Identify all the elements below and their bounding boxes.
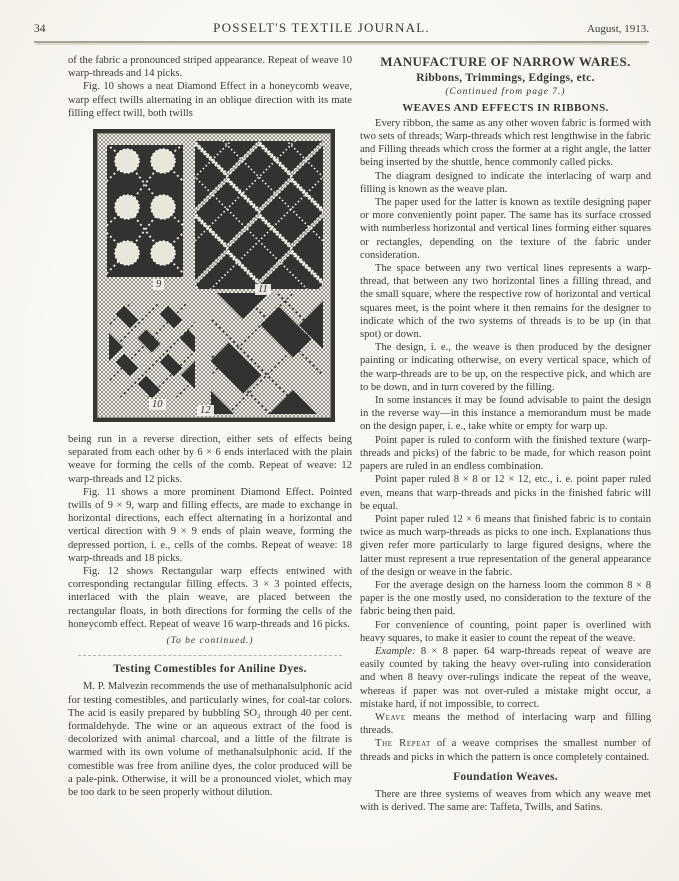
paragraph: In some instances it may be found advisable to paint the design in the reverse way—in this instance a memorandum must be made on the design paper, i. e., take white or empty for warp up. [360,395,651,433]
paragraph: Point paper ruled 8 × 8 or 12 × 12, etc., i. e. point paper ruled even, means that warp-threads and picks in the finished fabric will be equal. [360,474,651,512]
page-header [34,20,649,43]
left-body-paragraphs [68,433,352,631]
article-title: MANUFACTURE OF NARROW WARES. [380,54,631,69]
figure-panel-10 [109,303,195,397]
right-body-paragraphs [360,117,651,764]
foundation-weaves-title: Foundation Weaves. [453,770,558,783]
figure-panel-9 [107,145,183,277]
weave-draft-figure [93,129,335,422]
paragraph: The paper used for the latter is known as textile designing paper or more conveniently point paper. The same has its surface crossed with numberless horizontal and vertical lines forming either squares or rectangles, depending on the texture of the fabric under consideration. [360,197,651,261]
paragraph: Example: 8 × 8 paper. 64 warp-threads repeat of weave are easily counted by taking the heavy over-ruling into consideration and when 8 heavy over-rulings indicate the repeat of the weave, whereas if paper was not over-ruled a mistake might occur, a mistake hard, if not impossible, to correct. [360,645,651,710]
figure-panel-11 [195,141,323,289]
page-number: 34 [34,23,46,35]
paragraph: Fig. 11 shows a more prominent Diamond Effect. Pointed twills of 9 × 9, warp and filling effects, are made to exchange in horizontal directions, each effect alternating in a horizontal and vertical direction with 9 × 9 ends of plain weave, forming the depressed portion, i. e., cells of the combs. Repeat of weave: 18 warp-threads and 18 picks. [68,486,352,564]
two-column-body [68,54,651,814]
figure-label-11: 11 [255,284,271,295]
paragraph: Fig. 12 shows Rectangular warp effects entwined with corresponding rectangular filling effects. 3 × 3 pointed effects, interlaced with the plain weave, are placed between the rectangular floats, in both directions for forming the cells of the honeycomb effect. Repeat of weave 16 warp-threads and 16 picks. [68,566,352,630]
journal-title: POSSELT'S TEXTILE JOURNAL. [213,20,430,35]
foundation-paragraphs [360,788,651,814]
left-column [68,54,352,814]
right-column [360,54,651,814]
left-intro-paragraphs [68,54,352,120]
paragraph-lead: Weave [375,711,406,723]
paragraph: The space between any two vertical lines represents a warp-thread, that between any two horizontal lines a filling thread, and the small square, where the respective row of horizontal and vertical squares meet, is the point where it then remains for the designer to indicate which of the two systems of threads is to be up (in that spot) or down. [360,263,651,341]
paragraph: The diagram designed to indicate the interlacing of warp and filling is known as the weave plan. [360,170,651,195]
paragraph: There are three systems of weaves from which any weave met with is derived. The same are: Taffeta, Twills, and Satins. [360,788,651,814]
aniline-paragraphs [68,680,352,799]
paragraph: For convenience of counting, point paper is overlined with heavy squares, to make it easier to count the repeat of the weave. [360,619,651,644]
paragraph: Point paper is ruled to conform with the finished texture (warp-threads and picks) of the fabric to be made, for which reason point papers are ruled in an endless combination. [360,434,651,473]
figure-label-12: 12 [197,405,214,416]
paragraph-lead: Example: [375,645,416,657]
paragraph: Every ribbon, the same as any other woven fabric is formed with two sets of threads; Warp-threads which rest lengthwise in the fabric and Filling threads which cross the former at a right angle, the latter being inserted by the shuttle, hence commonly called picks. [360,117,651,169]
issue-date: August, 1913. [586,23,649,35]
continuation-note: (Continued from page 7.) [445,87,566,98]
paragraph: For the average design on the harness loom the common 8 × 8 paper is the one mostly used, no consideration to the texture of the fabric being then paid. [360,579,651,618]
paragraph: Point paper ruled 12 × 6 means that finished fabric is to contain twice as much warp-threads as picks to one inch. Explanations thus given refer more particularly to large figured designs, where the latter must represent a true representation of the general appearance of the design or weave in the fabric. [360,513,651,578]
section-divider [78,655,342,656]
section-heading: WEAVES AND EFFECTS IN RIBBONS. [402,101,609,114]
paragraph: of the fabric a pronounced striped appearance. Repeat of weave 10 warp-threads and 14 picks. [68,55,352,80]
paragraph: Fig. 10 shows a neat Diamond Effect in a honeycomb weave, warp effect twills alternating in an oblique direction with its mate filling effect twill, both twills [68,81,352,119]
paragraph: Weave means the method of interlacing warp and filling threads. [360,711,651,737]
figure-label-9: 9 [153,279,164,290]
paragraph: The Repeat of a weave comprises the smallest number of threads and picks in which the pattern is once completely contained. [360,738,651,763]
to-be-continued-note: (To be continued.) [166,636,254,647]
paragraph: The design, i. e., the weave is then produced by the designer painting or indicating otherwise, on every vertical space, which of the warp-threads are to be up, on the respective pick, and which are to be down, and in turn covered by the filling. [360,342,651,393]
figure-label-10: 10 [149,399,166,410]
paragraph-lead: The Repeat [375,738,431,750]
aniline-article-title: Testing Comestibles for Aniline Dyes. [113,663,307,676]
paragraph: being run in a reverse direction, either sets of effects being separated from each other by 6 × 6 ends interlaced with the plain weave for forming the cells of the comb. Repeat of weave: 12 warp-threads and 12 picks. [68,434,352,485]
figure-panel-12 [211,293,323,414]
article-subtitle: Ribbons, Trimmings, Edgings, etc. [416,72,595,85]
paragraph: M. P. Malvezin recommends the use of methanalsulphonic acid for testing comestibles, and particularly wines, for coal-tar colors. The acid is easily prepared by bubbling SO₂ through 40 per cent. formaldehyde. The wine or an aqueous extract of the food is decolorized with animal charcoal, and a little of the filtrate is warmed with its own volume of methanalsulphonic acid. If the comestible was free from aniline dyes, the color produced will be a pale-pink. Otherwise, it will be a pronounced violet, which may be too dark to be seen properly without dilution. [68,681,352,799]
